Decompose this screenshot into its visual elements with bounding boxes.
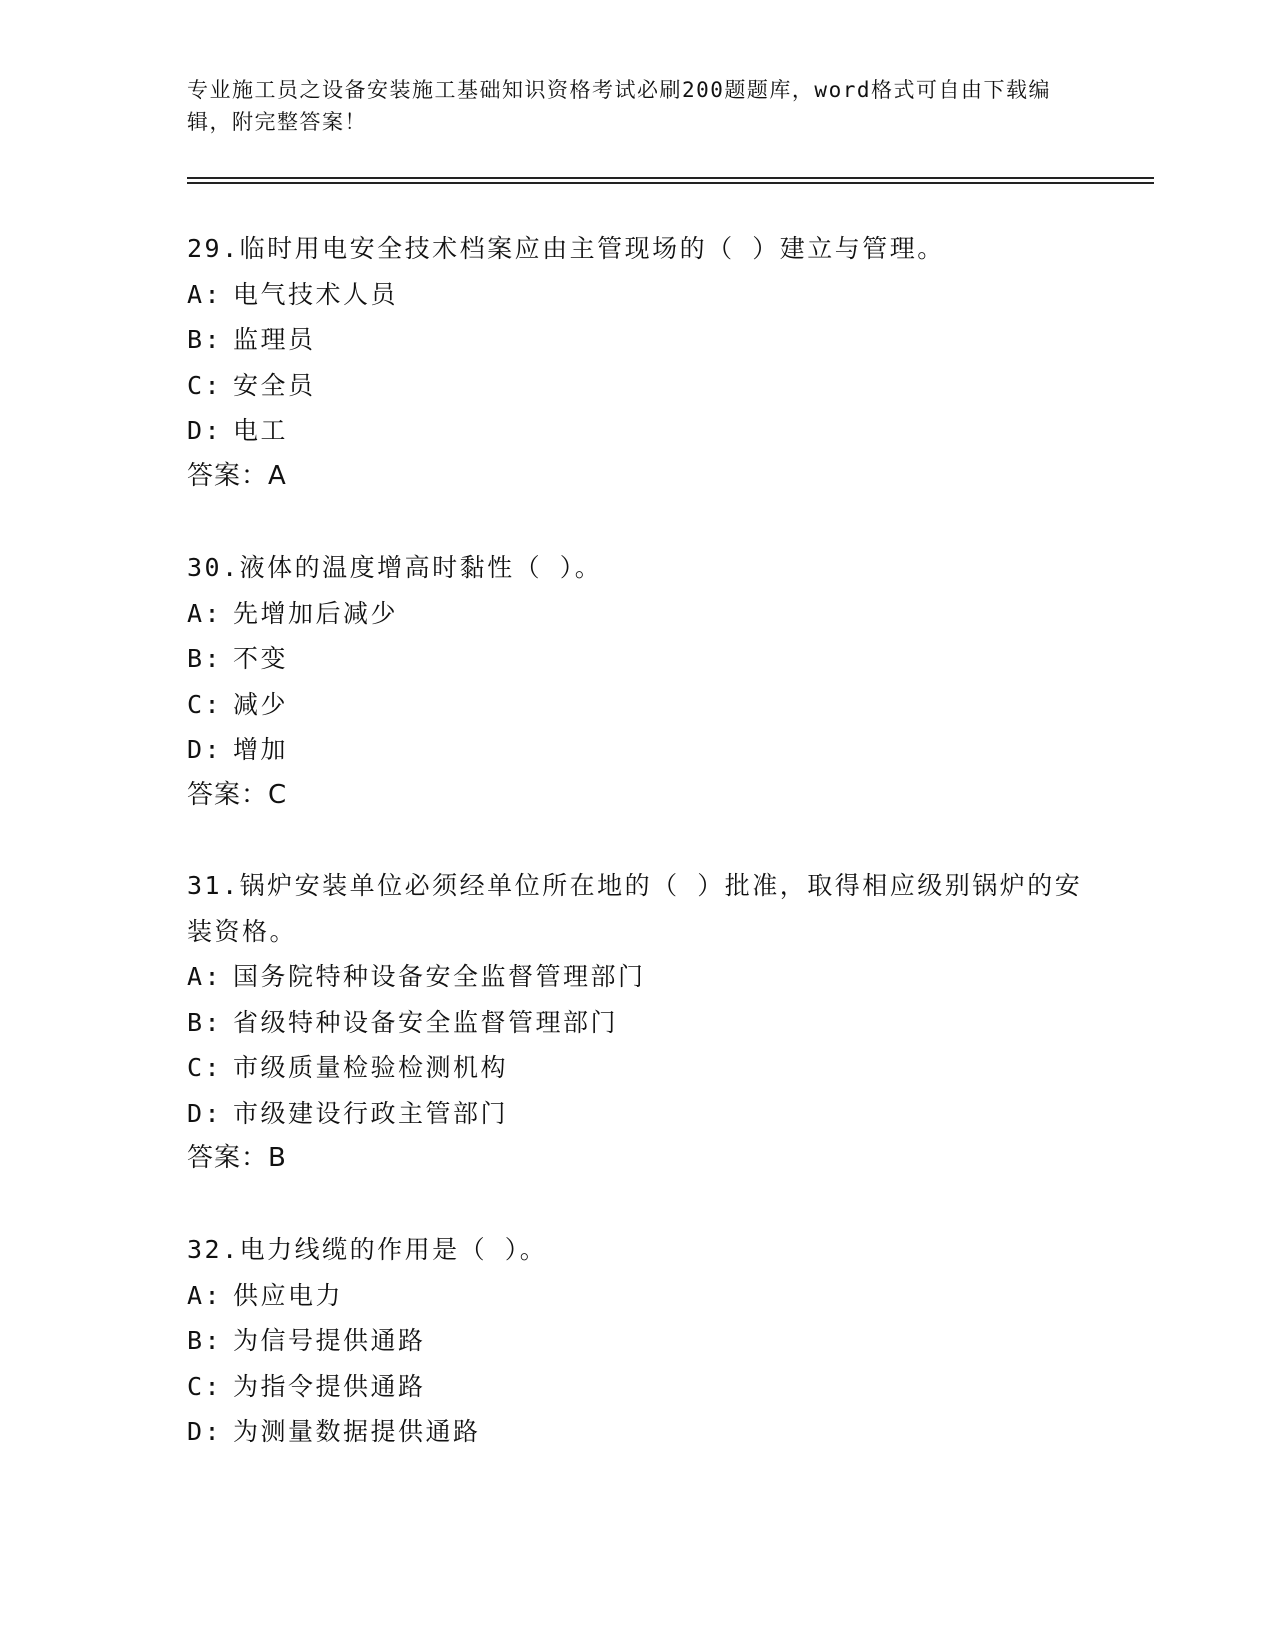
option-letter: D:	[187, 1417, 223, 1446]
answer-line: 答案：A	[187, 460, 287, 491]
option-c	[187, 1045, 1087, 1091]
question-29	[187, 226, 1087, 499]
option-letter: D:	[187, 1098, 223, 1128]
option-letter: B:	[187, 1326, 223, 1355]
option-b	[187, 1318, 1087, 1364]
option-b	[187, 317, 1087, 363]
question-stem: 32.电力线缆的作用是（ ）。	[187, 1235, 548, 1264]
document-title: 专业施工员之设备安装施工基础知识资格考试必刷200题题库，word格式可自由下载编辑，附完整答案！	[187, 78, 1051, 134]
option-letter: A:	[187, 598, 223, 628]
option-d	[187, 1409, 1087, 1455]
option-letter: B:	[187, 1007, 223, 1037]
document-header	[187, 74, 1087, 138]
option-letter: B:	[187, 644, 223, 673]
answer-line: 答案：B	[187, 1143, 287, 1173]
question-30	[187, 545, 1087, 818]
question-32	[187, 1227, 1087, 1455]
header-divider-top	[187, 177, 1154, 179]
option-letter: A:	[187, 1280, 223, 1310]
option-letter: D:	[187, 416, 223, 445]
question-stem: 29.临时用电安全技术档案应由主管现场的（ ）建立与管理。	[187, 234, 945, 263]
option-text: 供应电力	[233, 1280, 344, 1310]
question-stem: 30.液体的温度增高时黏性（ ）。	[187, 553, 603, 582]
option-b	[187, 1000, 1087, 1046]
option-letter: C:	[187, 689, 223, 719]
option-letter: C:	[187, 1053, 223, 1082]
option-a	[187, 1273, 1087, 1319]
option-b	[187, 636, 1087, 682]
option-letter: A:	[187, 279, 223, 309]
option-text: 国务院特种设备安全监督管理部门	[233, 962, 646, 991]
option-letter: B:	[187, 325, 223, 354]
option-text: 市级质量检验检测机构	[233, 1053, 509, 1082]
option-text: 不变	[233, 644, 289, 673]
option-letter: D:	[187, 735, 223, 764]
question-stem: 31.锅炉安装单位必须经单位所在地的（ ）批准，取得相应级别锅炉的安装资格。	[187, 871, 1083, 946]
option-text: 先增加后减少	[233, 598, 399, 628]
option-letter: C:	[187, 370, 223, 400]
option-a	[187, 954, 1087, 1000]
option-d	[187, 408, 1087, 454]
option-d	[187, 1091, 1087, 1137]
option-text: 为测量数据提供通路	[233, 1417, 481, 1446]
option-text: 增加	[233, 735, 289, 764]
option-a	[187, 272, 1087, 318]
option-text: 市级建设行政主管部门	[233, 1098, 509, 1128]
option-letter: A:	[187, 962, 223, 991]
option-c	[187, 363, 1087, 409]
option-c	[187, 1364, 1087, 1410]
answer-line: 答案：C	[187, 779, 288, 810]
option-text: 电气技术人员	[233, 279, 399, 309]
option-text: 为信号提供通路	[233, 1326, 426, 1355]
question-31	[187, 863, 1087, 1182]
option-text: 电工	[233, 416, 289, 445]
option-text: 省级特种设备安全监督管理部门	[233, 1007, 619, 1037]
option-text: 安全员	[233, 370, 316, 400]
option-text: 减少	[233, 689, 289, 719]
option-text: 监理员	[233, 325, 316, 354]
option-d	[187, 727, 1087, 773]
option-text: 为指令提供通路	[233, 1371, 426, 1401]
option-c	[187, 682, 1087, 728]
option-letter: C:	[187, 1371, 223, 1401]
header-divider-bottom	[187, 182, 1154, 184]
option-a	[187, 591, 1087, 637]
